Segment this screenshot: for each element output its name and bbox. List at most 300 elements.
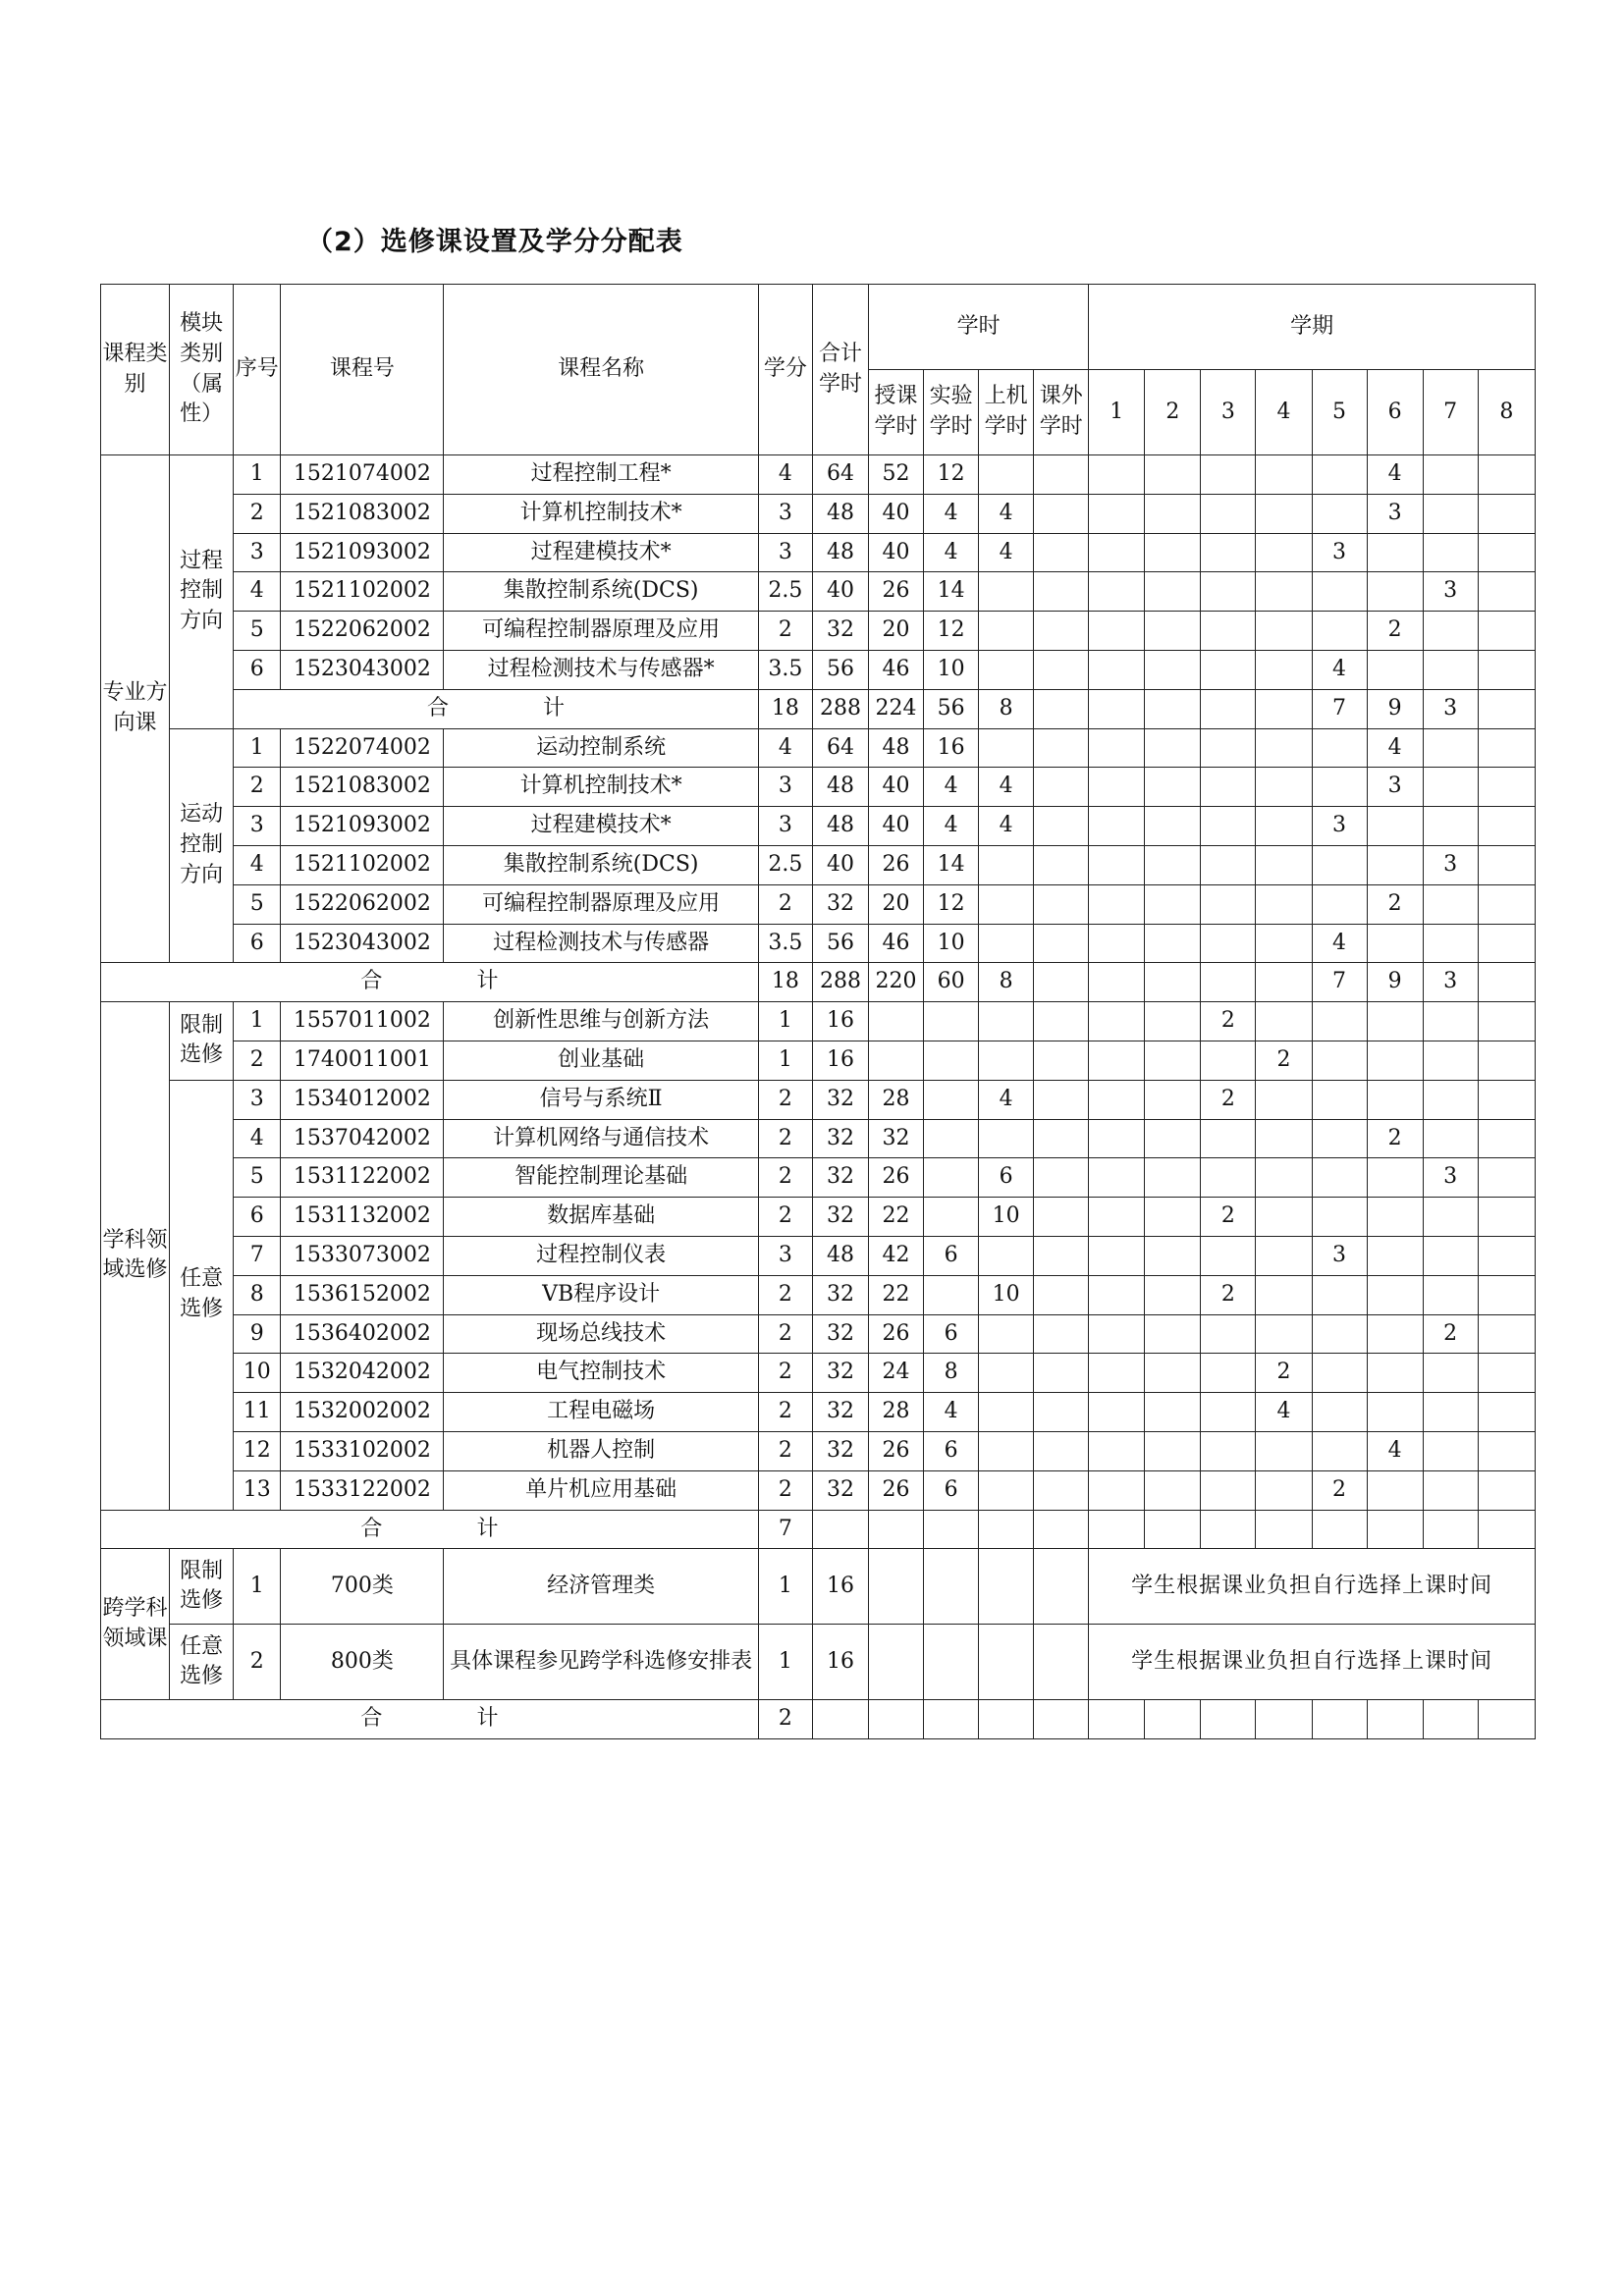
semester-cell [1089,1158,1145,1198]
course-name-cell: 单片机应用基础 [444,1470,758,1510]
course-code-cell: 1521083002 [281,494,444,533]
total-hours-cell: 56 [812,650,868,689]
semester-cell: 4 [1312,650,1367,689]
extra-hours-cell [1034,768,1089,807]
table-row [101,455,1536,495]
total-semester-cell [1145,963,1201,1002]
lab-hours-cell: 6 [924,1431,979,1470]
semester-cell [1145,1119,1201,1158]
lecture-hours-cell: 26 [869,1470,924,1510]
schedule-note-cell: 学生根据课业负担自行选择上课时间 [1089,1549,1536,1625]
course-code-cell: 1536402002 [281,1314,444,1354]
module-motion-control: 运动控制方向 [170,728,234,963]
semester-cell [1256,1158,1312,1198]
table-row [101,807,1536,846]
total-lab-cell: 56 [924,689,979,728]
lecture-hours-cell [869,1002,924,1041]
credit-cell: 3 [758,768,812,807]
table-row [101,612,1536,651]
semester-cell [1423,728,1478,768]
total-semester-cell [1201,963,1256,1002]
semester-cell [1312,1314,1367,1354]
empty-cell [869,1549,924,1625]
seq-cell: 1 [234,1549,281,1625]
total-hours-cell: 48 [812,533,868,572]
header-semester: 3 [1201,370,1256,455]
course-code-cell: 1740011001 [281,1041,444,1080]
header-course-code: 课程号 [281,285,444,455]
total-label-a: 合 [360,1706,383,1732]
total-lecture-cell: 220 [869,963,924,1002]
semester-cell [1423,768,1478,807]
semester-cell [1089,845,1145,884]
header-semester: 2 [1145,370,1201,455]
total-hours-cell: 32 [812,1080,868,1119]
lab-hours-cell: 12 [924,884,979,924]
seq-cell: 6 [234,1198,281,1237]
semester-cell [1145,1354,1201,1393]
computer-hours-cell [979,884,1034,924]
semester-cell [1423,884,1478,924]
table-row [101,1354,1536,1393]
credit-cell: 3 [758,807,812,846]
semester-cell [1145,572,1201,612]
lecture-hours-cell: 22 [869,1275,924,1314]
semester-cell [1423,1236,1478,1275]
semester-cell [1201,1354,1256,1393]
empty-cell [1256,1510,1312,1549]
course-name-cell: VB程序设计 [444,1275,758,1314]
semester-cell [1089,924,1145,963]
lab-hours-cell: 4 [924,533,979,572]
course-code-cell: 1533122002 [281,1470,444,1510]
header-seq: 序号 [234,285,281,455]
semester-cell [1312,1275,1367,1314]
semester-cell [1312,572,1367,612]
total-hours-cell: 48 [812,1236,868,1275]
computer-hours-cell [979,924,1034,963]
semester-cell [1478,807,1535,846]
course-name-cell: 创新性思维与创新方法 [444,1002,758,1041]
semester-cell [1478,1080,1535,1119]
semester-cell [1256,1470,1312,1510]
total-hours-cell: 32 [812,1470,868,1510]
semester-cell [1312,1393,1367,1432]
semester-cell: 2 [1256,1354,1312,1393]
course-code-cell: 1523043002 [281,924,444,963]
semester-cell [1145,1002,1201,1041]
lab-hours-cell [924,1002,979,1041]
table-row [101,1080,1536,1119]
lecture-hours-cell: 20 [869,884,924,924]
seq-cell: 3 [234,1080,281,1119]
extra-hours-cell [1034,612,1089,651]
course-code-cell: 1521093002 [281,807,444,846]
semester-cell: 3 [1423,1158,1478,1198]
semester-cell [1478,1198,1535,1237]
empty-cell [1367,1510,1423,1549]
semester-cell [1089,494,1145,533]
semester-cell [1478,845,1535,884]
extra-hours-cell [1034,924,1089,963]
computer-hours-cell [979,572,1034,612]
semester-cell [1423,1354,1478,1393]
extra-hours-cell [1034,1354,1089,1393]
semester-cell [1367,1354,1423,1393]
semester-cell [1478,1236,1535,1275]
credit-cell: 4 [758,728,812,768]
semester-cell [1089,807,1145,846]
semester-cell [1145,455,1201,495]
lab-hours-cell [924,1198,979,1237]
course-name-cell: 过程控制工程* [444,455,758,495]
header-hours-group: 学时 [869,285,1089,370]
semester-cell [1089,1002,1145,1041]
header-lecture-hours: 授课学时 [869,370,924,455]
semester-cell [1201,1236,1256,1275]
header-module-category: 模块类别（属性） [170,285,234,455]
semester-cell [1201,650,1256,689]
total-hours-cell: 32 [812,1314,868,1354]
total-hours-cell: 32 [812,1393,868,1432]
semester-cell [1478,650,1535,689]
table-row [101,1198,1536,1237]
semester-cell [1201,807,1256,846]
lab-hours-cell: 10 [924,650,979,689]
semester-cell [1478,494,1535,533]
empty-cell [1034,1625,1089,1700]
header-course-category: 课程类别 [101,285,170,455]
semester-cell [1201,1470,1256,1510]
semester-cell [1145,612,1201,651]
course-code-cell: 1522062002 [281,884,444,924]
semester-cell [1201,533,1256,572]
empty-cell [1256,1700,1312,1739]
course-name-cell: 运动控制系统 [444,728,758,768]
lecture-hours-cell: 26 [869,1431,924,1470]
semester-cell [1423,1080,1478,1119]
semester-cell [1256,1236,1312,1275]
empty-cell [812,1510,868,1549]
total-semester-cell: 3 [1423,689,1478,728]
semester-cell [1145,1080,1201,1119]
semester-cell [1367,1314,1423,1354]
lecture-hours-cell: 40 [869,807,924,846]
empty-cell [1145,1510,1201,1549]
semester-cell: 3 [1367,494,1423,533]
semester-cell [1478,1470,1535,1510]
empty-cell [869,1510,924,1549]
course-name-cell: 过程建模技术* [444,807,758,846]
semester-cell [1367,572,1423,612]
semester-cell [1478,1314,1535,1354]
empty-cell [1034,1549,1089,1625]
semester-cell [1256,1002,1312,1041]
lecture-hours-cell: 26 [869,845,924,884]
course-name-cell: 可编程控制器原理及应用 [444,884,758,924]
credit-cell: 3.5 [758,650,812,689]
semester-cell [1089,1393,1145,1432]
semester-cell: 3 [1312,533,1367,572]
course-code-cell: 1522062002 [281,612,444,651]
cross-module-cell: 限制选修 [170,1549,234,1625]
module-restricted: 限制选修 [170,1002,234,1081]
semester-cell [1089,533,1145,572]
semester-cell [1089,455,1145,495]
computer-hours-cell [979,1002,1034,1041]
semester-cell [1256,494,1312,533]
total-hours-cell: 32 [812,1158,868,1198]
table-row [101,689,1536,728]
empty-cell [1423,1510,1478,1549]
semester-cell [1201,494,1256,533]
lab-hours-cell: 12 [924,455,979,495]
total-hours-cell: 32 [812,884,868,924]
seq-cell: 5 [234,1158,281,1198]
semester-cell [1145,1470,1201,1510]
lecture-hours-cell [869,1041,924,1080]
semester-cell [1201,845,1256,884]
semester-cell [1478,1354,1535,1393]
seq-cell: 4 [234,1119,281,1158]
total-hours-cell: 64 [812,728,868,768]
lecture-hours-cell: 46 [869,650,924,689]
semester-cell [1145,533,1201,572]
total-hours-cell: 32 [812,1275,868,1314]
seq-cell: 2 [234,768,281,807]
table-row [101,650,1536,689]
total-hours-cell: 32 [812,1119,868,1158]
seq-cell: 1 [234,728,281,768]
lecture-hours-cell: 26 [869,1158,924,1198]
lab-hours-cell: 4 [924,494,979,533]
table-row [101,1158,1536,1198]
course-name-cell: 过程检测技术与传感器* [444,650,758,689]
semester-cell: 2 [1201,1275,1256,1314]
header-computer-hours: 上机学时 [979,370,1034,455]
empty-cell [1034,1700,1089,1739]
computer-hours-cell: 4 [979,1080,1034,1119]
total-label-b: 计 [543,695,566,721]
course-code-cell: 1532042002 [281,1354,444,1393]
lecture-hours-cell: 28 [869,1393,924,1432]
empty-cell [1312,1510,1367,1549]
computer-hours-cell: 4 [979,494,1034,533]
semester-cell [1423,1002,1478,1041]
total-hours-cell: 288 [812,689,868,728]
table-row [101,1002,1536,1041]
course-name-cell: 数据库基础 [444,1198,758,1237]
computer-hours-cell [979,1431,1034,1470]
semester-cell [1423,650,1478,689]
computer-hours-cell [979,728,1034,768]
course-name-cell: 机器人控制 [444,1431,758,1470]
lab-hours-cell: 8 [924,1354,979,1393]
semester-cell [1089,612,1145,651]
semester-cell [1089,572,1145,612]
table-row [101,494,1536,533]
credit-cell: 2 [758,1393,812,1432]
semester-cell [1089,1198,1145,1237]
seq-cell: 4 [234,572,281,612]
semester-cell [1256,845,1312,884]
extra-hours-cell [1034,728,1089,768]
semester-cell [1089,1080,1145,1119]
header-extra-hours: 课外学时 [1034,370,1089,455]
table-row [101,572,1536,612]
table-row [101,1700,1536,1739]
total-extra-cell [1034,963,1089,1002]
total-lab-cell: 60 [924,963,979,1002]
extra-hours-cell [1034,807,1089,846]
computer-hours-cell [979,1041,1034,1080]
extra-hours-cell [1034,845,1089,884]
semester-cell [1478,1158,1535,1198]
semester-cell: 3 [1423,845,1478,884]
semester-cell [1478,572,1535,612]
seq-cell: 4 [234,845,281,884]
total-label-cell [101,963,759,1002]
computer-hours-cell [979,1354,1034,1393]
semester-cell [1423,1119,1478,1158]
course-name-cell: 智能控制理论基础 [444,1158,758,1198]
semester-cell [1256,612,1312,651]
seq-cell: 6 [234,650,281,689]
semester-cell [1256,455,1312,495]
credit-cell: 1 [758,1041,812,1080]
semester-cell [1478,455,1535,495]
seq-cell: 1 [234,1002,281,1041]
empty-cell [924,1549,979,1625]
semester-cell [1089,650,1145,689]
empty-cell [869,1700,924,1739]
course-code-cell: 1531132002 [281,1198,444,1237]
semester-cell [1478,1431,1535,1470]
course-name-cell: 经济管理类 [444,1549,758,1625]
seq-cell: 2 [234,494,281,533]
lab-hours-cell: 16 [924,728,979,768]
semester-cell [1089,884,1145,924]
semester-cell [1256,924,1312,963]
seq-cell: 8 [234,1275,281,1314]
semester-cell [1256,1198,1312,1237]
computer-hours-cell [979,1314,1034,1354]
total-label-b: 计 [476,969,499,994]
empty-cell [924,1625,979,1700]
credit-cell: 1 [758,1549,812,1625]
semester-cell [1423,533,1478,572]
credit-cell: 2 [758,1431,812,1470]
extra-hours-cell [1034,1158,1089,1198]
lab-hours-cell: 4 [924,1393,979,1432]
credit-cell: 3 [758,533,812,572]
total-computer-cell: 8 [979,689,1034,728]
computer-hours-cell: 4 [979,533,1034,572]
semester-cell [1312,1080,1367,1119]
semester-cell: 2 [1423,1314,1478,1354]
category-discipline-elective: 学科领域选修 [101,1002,170,1510]
extra-hours-cell [1034,650,1089,689]
credit-cell: 3 [758,1236,812,1275]
empty-cell [1478,1510,1535,1549]
semester-cell [1089,1431,1145,1470]
lecture-hours-cell: 20 [869,612,924,651]
computer-hours-cell [979,1119,1034,1158]
table-row [101,1041,1536,1080]
total-hours-cell: 56 [812,924,868,963]
semester-cell [1312,1158,1367,1198]
course-name-cell: 现场总线技术 [444,1314,758,1354]
semester-cell [1256,768,1312,807]
total-semester-cell [1201,689,1256,728]
credit-cell: 2 [758,612,812,651]
semester-cell [1367,1470,1423,1510]
total-label-b: 计 [476,1516,499,1541]
semester-cell [1145,768,1201,807]
lecture-hours-cell: 32 [869,1119,924,1158]
table-row [101,768,1536,807]
semester-cell [1312,1198,1367,1237]
table-row [101,845,1536,884]
lab-hours-cell: 14 [924,572,979,612]
header-semester: 6 [1367,370,1423,455]
lecture-hours-cell: 40 [869,768,924,807]
course-code-cell: 1521093002 [281,533,444,572]
total-semester-cell: 7 [1312,963,1367,1002]
page-title: （2）选修课设置及学分分配表 [306,227,683,257]
total-label-b: 计 [476,1706,499,1732]
header-total-hours: 合计学时 [812,285,868,455]
semester-cell [1145,1314,1201,1354]
seq-cell: 7 [234,1236,281,1275]
total-hours-cell: 64 [812,455,868,495]
semester-cell [1367,924,1423,963]
course-code-cell: 1521102002 [281,845,444,884]
semester-cell [1367,1236,1423,1275]
total-semester-cell [1089,963,1145,1002]
semester-cell [1367,1393,1423,1432]
semester-cell [1423,1198,1478,1237]
table-row [101,533,1536,572]
empty-cell [1034,1510,1089,1549]
semester-cell [1312,1041,1367,1080]
empty-cell [979,1625,1034,1700]
credit-cell: 2 [758,1198,812,1237]
lecture-hours-cell: 48 [869,728,924,768]
credit-cell: 4 [758,455,812,495]
computer-hours-cell: 10 [979,1275,1034,1314]
semester-cell [1201,728,1256,768]
semester-cell [1423,1393,1478,1432]
table-row [101,1314,1536,1354]
extra-hours-cell [1034,1314,1089,1354]
semester-cell [1423,612,1478,651]
header-semester: 7 [1423,370,1478,455]
header-semester: 1 [1089,370,1145,455]
course-name-cell: 集散控制系统(DCS) [444,845,758,884]
credit-cell: 2.5 [758,572,812,612]
semester-cell [1367,650,1423,689]
table-row [101,1470,1536,1510]
seq-cell: 6 [234,924,281,963]
empty-cell [1201,1700,1256,1739]
total-hours-cell: 48 [812,807,868,846]
credit-cell: 2.5 [758,845,812,884]
lab-hours-cell: 6 [924,1314,979,1354]
total-semester-cell [1089,689,1145,728]
semester-cell [1367,845,1423,884]
lab-hours-cell [924,1119,979,1158]
